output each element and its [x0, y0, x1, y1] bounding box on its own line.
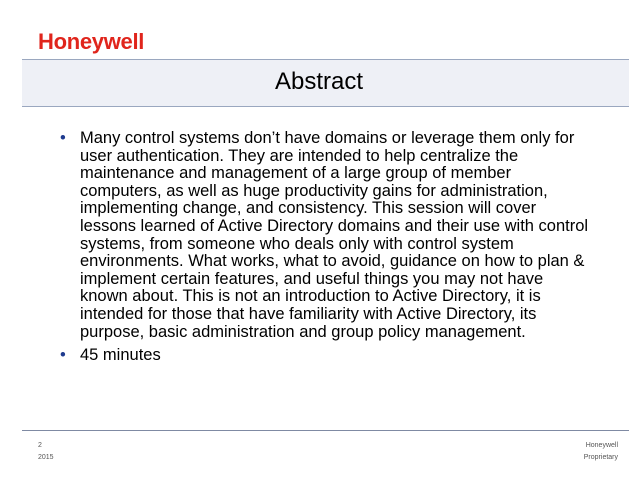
bullet-icon: • [60, 346, 66, 365]
bullet-item-duration [60, 347, 595, 365]
footer-year: 2015 [38, 454, 54, 461]
slide-title: Abstract [274, 68, 364, 95]
footer-divider [22, 430, 629, 431]
bullet-icon: • [60, 129, 66, 147]
bullet-list [60, 130, 595, 371]
honeywell-logo: Honeywell [38, 29, 145, 54]
bullet-item-abstract [60, 130, 595, 341]
page-number: 2 [38, 442, 42, 449]
footer-proprietary-label: Proprietary [583, 454, 618, 461]
bullet-text: 45 minutes [80, 346, 161, 365]
footer-company: Honeywell [585, 442, 618, 449]
bullet-text: Many control systems don’t have domains or leverage them only for user authentication. They are intended to help centralize the maintenance and management of a large group of member computers, as well as huge productivity gains for administration, implementing change, and consistency. This session will cover lessons learned of Active Directory domains and their use with control systems, from someone who deals only with control system environments. What works, what to avoid, guidance on how to plan & implement certain features, and useful things you may not have known about. This is not an introduction to Active Directory, it is intended for those that have familiarity with Active Directory, its purpose, basic administration and group policy management. [80, 129, 589, 341]
